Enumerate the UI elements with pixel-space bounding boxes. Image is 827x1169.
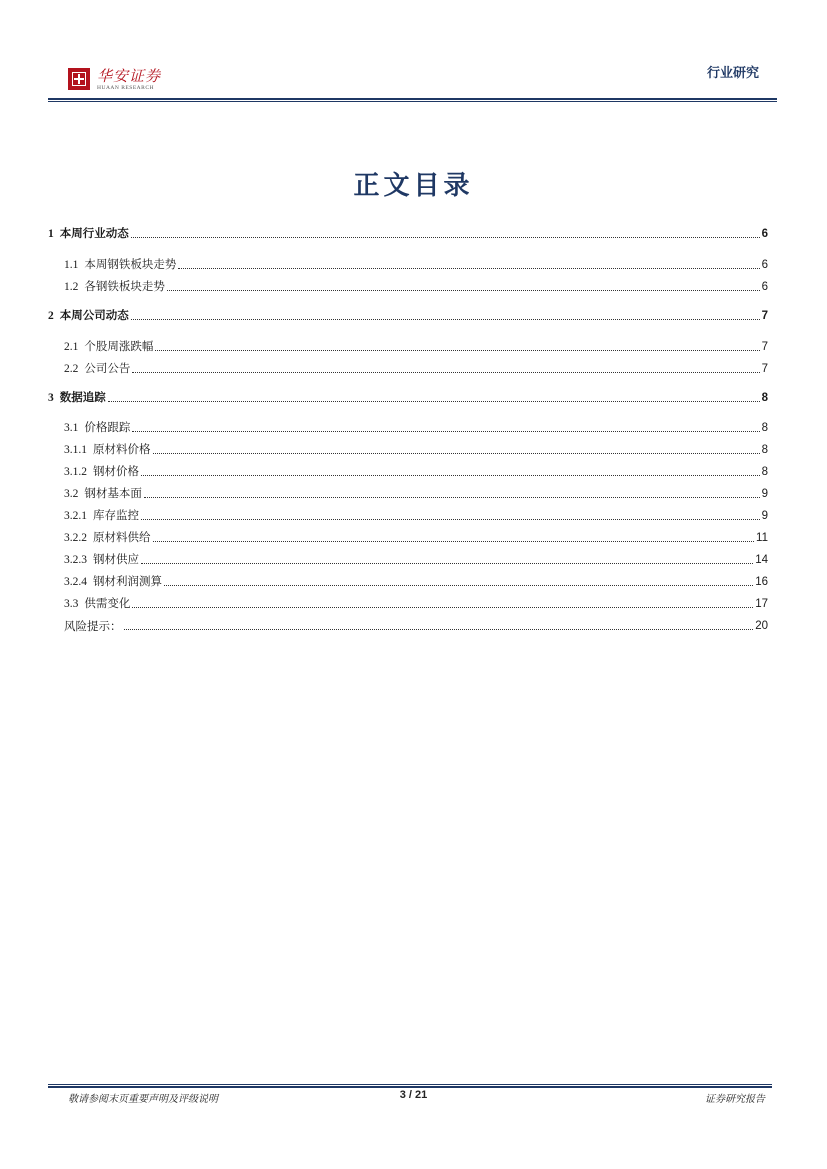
toc-entry-number: 3.1.1 (64, 444, 87, 456)
toc-entry-label (64, 551, 139, 568)
toc-entry-number: 3.2.4 (64, 576, 87, 588)
toc-dot-leader (144, 497, 760, 498)
toc-entry-page: 9 (761, 488, 768, 500)
toc-entry-label (64, 529, 151, 546)
company-logo (68, 68, 161, 94)
toc-entry-number: 3.2.1 (64, 510, 87, 522)
toc-entry-page: 8 (761, 392, 768, 404)
toc-entry-title: 风险提示： (64, 619, 122, 633)
toc-entry-number: 3.2.2 (64, 532, 87, 544)
toc-entry[interactable] (64, 359, 768, 377)
toc-entry[interactable] (64, 462, 768, 480)
toc-dot-leader (141, 563, 753, 564)
toc-entry-label (48, 389, 106, 406)
page-number: 3 / 21 (399, 1089, 428, 1101)
toc-entry-page: 6 (761, 259, 768, 271)
toc-dot-leader (178, 268, 759, 269)
toc-entry-page: 11 (756, 532, 768, 544)
logo-english-name: HUAAN RESEARCH (97, 85, 154, 91)
toc-entry-number: 3.2.3 (64, 554, 87, 566)
footer-doc-type: 证券研究报告 (705, 1094, 765, 1105)
footer-divider (48, 1086, 772, 1088)
toc-entry-number: 3.1.2 (64, 466, 87, 478)
toc-entry-page: 7 (761, 341, 768, 353)
toc-entry[interactable] (64, 594, 768, 612)
toc-entry-page: 17 (755, 598, 768, 610)
toc-entry-number: 2.1 (64, 341, 79, 353)
toc-entry-label (64, 573, 162, 590)
toc-entry-title: 本周公司动态 (59, 308, 129, 322)
toc-entry-label (48, 307, 129, 324)
toc-entry-page: 20 (755, 620, 768, 632)
toc-entry-page: 8 (761, 466, 768, 478)
toc-entry[interactable] (64, 418, 768, 436)
toc-entry-number: 1.1 (64, 259, 79, 271)
toc-entry[interactable] (48, 306, 768, 324)
toc-entry[interactable] (64, 550, 768, 568)
toc-entry-number: 2.2 (64, 363, 79, 375)
header-divider-thin (48, 101, 777, 102)
toc-dot-leader (132, 607, 753, 608)
toc-entry-title: 本周钢铁板块走势 (84, 257, 177, 271)
toc-entry-label (64, 618, 122, 634)
toc-entry-title: 原材料价格 (93, 442, 151, 456)
toc-dot-leader (153, 453, 760, 454)
toc-entry-title: 钢材供应 (93, 552, 139, 566)
toc-entry-page: 8 (761, 422, 768, 434)
toc-entry-label (64, 338, 153, 355)
toc-entry-title: 各钢铁板块走势 (84, 279, 165, 293)
toc-entry-title: 供需变化 (84, 596, 131, 610)
toc-entry-number: 1.2 (64, 281, 79, 293)
toc-dot-leader (131, 237, 760, 238)
toc-entry-page: 8 (761, 444, 768, 456)
footer-disclaimer: 敬请参阅末页重要声明及评级说明 (68, 1094, 218, 1105)
toc-entry[interactable] (64, 528, 768, 546)
toc-dot-leader (141, 475, 760, 476)
toc-dot-leader (108, 401, 760, 402)
toc-entry-number: 3.3 (64, 598, 79, 610)
toc-dot-leader (132, 372, 759, 373)
toc-dot-leader (131, 319, 760, 320)
logo-seal-icon (68, 68, 90, 90)
toc-entry[interactable] (64, 255, 768, 273)
toc-entry[interactable] (64, 337, 768, 355)
toc-entry-title: 钢材基本面 (84, 486, 142, 500)
toc-entry-title: 公司公告 (84, 361, 131, 375)
footer-divider-thin (48, 1084, 772, 1085)
toc-entry-number: 3.1 (64, 422, 79, 434)
toc-dot-leader (153, 541, 755, 542)
toc-entry[interactable] (64, 616, 768, 634)
toc-entry-label (64, 441, 151, 458)
report-type-label: 行业研究 (706, 66, 759, 81)
toc-entry-title: 钢材价格 (93, 464, 139, 478)
toc-dot-leader (141, 519, 760, 520)
toc-entry[interactable] (64, 277, 768, 295)
toc-entry[interactable] (64, 484, 768, 502)
toc-entry-number: 1 (48, 228, 54, 240)
toc-entry-page: 9 (761, 510, 768, 522)
toc-entry-title: 原材料供给 (93, 530, 151, 544)
toc-entry-label (64, 419, 130, 436)
toc-entry-page: 14 (755, 554, 768, 566)
toc-dot-leader (167, 290, 760, 291)
toc-entry-title: 数据追踪 (59, 390, 106, 404)
toc-entry-page: 6 (761, 281, 768, 293)
toc-entry[interactable] (64, 440, 768, 458)
toc-entry-number: 2 (48, 310, 54, 322)
toc-dot-leader (155, 350, 759, 351)
toc-entry-page: 16 (755, 576, 768, 588)
toc-entry-label (64, 485, 142, 502)
toc-entry-page: 7 (761, 310, 768, 322)
toc-dot-leader (164, 585, 753, 586)
toc-entry-label (64, 256, 176, 273)
toc-entry-label (64, 507, 139, 524)
toc-entry-label (48, 225, 129, 242)
toc-entry-number: 3 (48, 392, 54, 404)
toc-entry-page: 6 (761, 228, 768, 240)
toc-entry[interactable] (64, 572, 768, 590)
toc-entry-title: 个股周涨跌幅 (84, 339, 154, 353)
toc-entry[interactable] (48, 388, 768, 406)
header-divider (48, 98, 777, 100)
toc-entry-title: 价格跟踪 (84, 420, 131, 434)
toc-dot-leader (132, 431, 759, 432)
toc-entry-label (64, 278, 165, 295)
toc-entry-label (64, 360, 130, 377)
toc-entry-title: 钢材利润测算 (93, 574, 162, 588)
page-title: 正文目录 (353, 171, 474, 201)
toc-entry-title: 本周行业动态 (59, 226, 129, 240)
toc-dot-leader (124, 629, 754, 630)
toc-entry-label (64, 595, 130, 612)
toc-entry-title: 库存监控 (93, 508, 139, 522)
toc-entry-page: 7 (761, 363, 768, 375)
toc-entry-label (64, 463, 139, 480)
toc-entry[interactable] (48, 224, 768, 242)
toc-entry-number: 3.2 (64, 488, 79, 500)
logo-chinese-name: 华安证券 (97, 67, 162, 85)
toc-entry[interactable] (64, 506, 768, 524)
